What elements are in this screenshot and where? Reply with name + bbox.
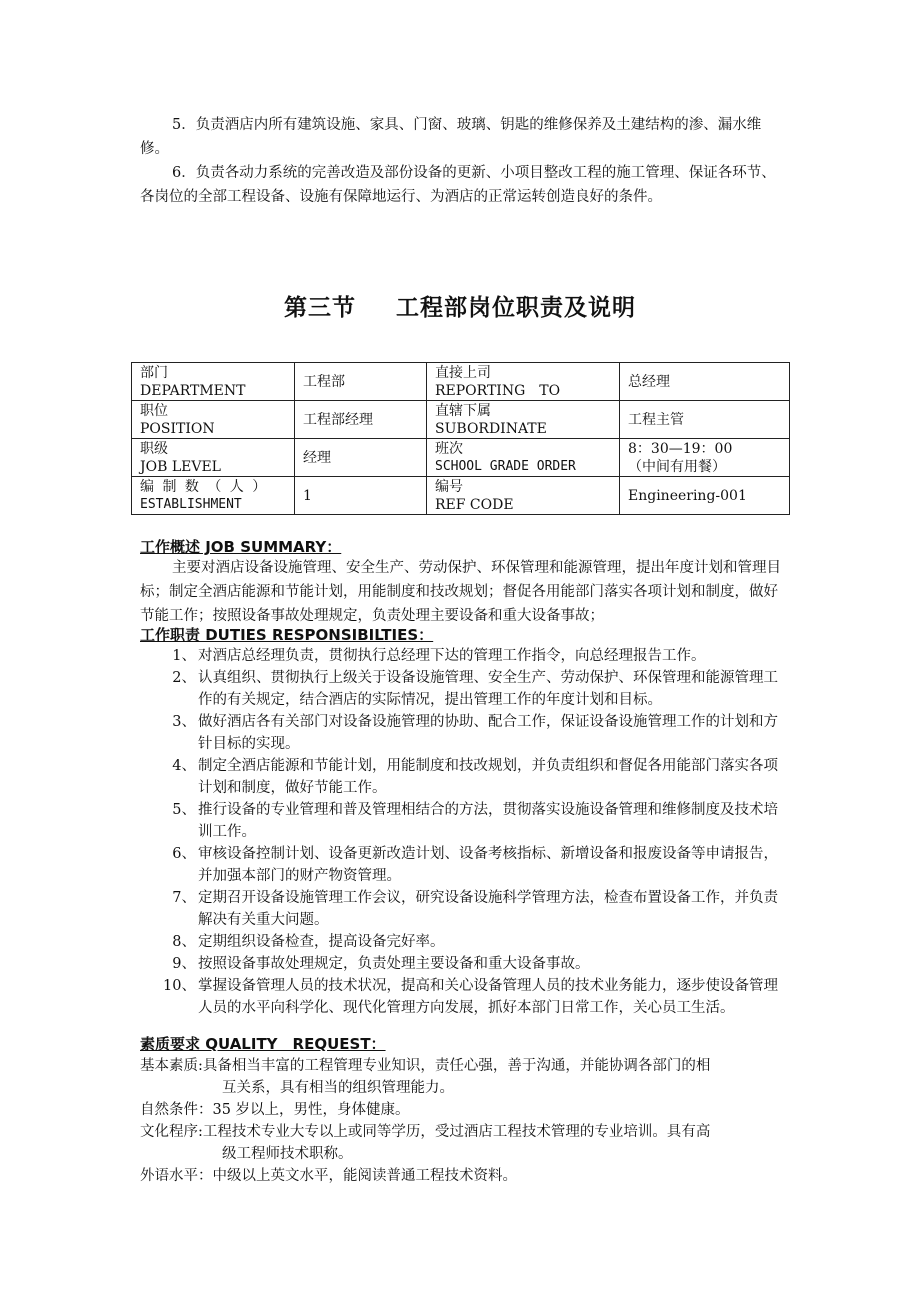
table-row [132,477,790,515]
quality-section [140,1055,785,1187]
department-label: 部门 DEPARTMENT [132,363,295,401]
section-title-text: 工程部岗位职责及说明 [396,295,636,321]
section-title-number: 第三节 [284,295,356,321]
job-summary-text: 主要对酒店设备设施管理、安全生产、劳动保护、环保管理和能源管理，提出年度计划和管理目标；制定全酒店能源和节能计划，用能制度和技改规划；督促各用能部门落实各项计划和制度，做好节能工作；按照设备事故处理规定，负责处理主要设备和重大设备事故； [140,560,781,624]
job-level-label: 职级 JOB LEVEL [132,439,295,477]
list-item: 1、 对酒店总经理负责，贯彻执行总经理下达的管理工作指令，向总经理报告工作。 [172,648,706,664]
establishment-label: 编 制 数 （ 人 ） ESTABLISHMENT [132,477,295,515]
list-item: 7、 定期召开设备设施管理工作会议，研究设备设施科学管理方法，检查布置设备工作，并负责解决有关重大问题。 [172,890,778,928]
establishment-value: 1 [295,477,427,515]
duties-heading: 工作职责 DUTIES RESPONSIBILTIES： [140,626,434,644]
list-item: 6、 审核设备控制计划、设备更新改造计划、设备考核指标、新增设备和报废设备等申请报告，并加强本部门的财产物资管理。 [172,846,778,884]
list-item: 4、 制定全酒店能源和节能计划，用能制度和技改规划，并负责组织和督促各用能部门落实各项计划和制度，做好节能工作。 [172,758,778,796]
list-item: 8、 定期组织设备检查，提高设备完好率。 [172,934,445,950]
position-value: 工程部经理 [295,401,427,439]
education-cont: 级工程师技术职称。 [222,1146,353,1162]
table-row [132,439,790,477]
table-row [132,363,790,401]
section-title [0,289,920,322]
job-level-value: 经理 [295,439,427,477]
education: 文化程序: 工程技术专业大专以上或同等学历，受过酒店工程技术管理的专业培训。具有高 [140,1124,711,1140]
intro-item-5: 5．负责酒店内所有建筑设施、家具、门窗、玻璃、钥匙的维修保养及土建结构的渗、漏水维修。 [140,117,762,157]
subordinate-label: 直辖下属 SUBORDINATE [427,401,620,439]
table-row [132,401,790,439]
ref-code-value: Engineering-001 [620,477,790,515]
shift-value: 8：30—19：00 （中间有用餐） [620,439,790,477]
reporting-label: 直接上司 REPORTING TO [427,363,620,401]
job-summary-heading: 工作概述 JOB SUMMARY： [140,538,342,556]
quality-heading: 素质要求 QUALITY REQUEST： [140,1035,386,1053]
list-item: 3、 做好酒店各有关部门对设备设施管理的协助、配合工作，保证设备设施管理工作的计划和方针目标的实现。 [172,714,778,752]
position-label: 职位 POSITION [132,401,295,439]
list-item: 9、 按照设备事故处理规定，负责处理主要设备和重大设备事故。 [172,956,590,972]
basic-quality-cont: 互关系，具有相当的组织管理能力。 [222,1080,454,1096]
list-item: 5、 推行设备的专业管理和普及管理相结合的方法，贯彻落实设施设备管理和维修制度及技术培训工作。 [172,802,778,840]
department-value: 工程部 [295,363,427,401]
shift-label: 班次 SCHOOL GRADE ORDER [427,439,620,477]
list-item: 10、 掌握设备管理人员的技术状况，提高和关心设备管理人员的技术业务能力，逐步使设备管理人员的水平向科学化、现代化管理方向发展，抓好本部门日常工作，关心员工生活。 [163,978,778,1016]
list-item: 2、 认真组织、贯彻执行上级关于设备设施管理、安全生产、劳动保护、环保管理和能源管理工作的有关规定，结合酒店的实际情况，提出管理工作的年度计划和目标。 [172,670,778,708]
job-info-table [131,362,790,515]
subordinate-value: 工程主管 [620,401,790,439]
language-level: 外语水平： 中级以上英文水平，能阅读普通工程技术资料。 [140,1168,517,1184]
ref-code-label: 编号 REF CODE [427,477,620,515]
reporting-value: 总经理 [620,363,790,401]
intro-item-6: 6．负责各动力系统的完善改造及部份设备的更新、小项目整改工程的施工管理、保证各环节、各岗位的全部工程设备、设施有保障地运行、为酒店的正常运转创造良好的条件。 [140,165,776,205]
duties-list [140,645,785,1019]
basic-quality: 基本素质: 具备相当丰富的工程管理专业知识，责任心强，善于沟通，并能协调各部门的相 [140,1058,711,1074]
natural-conditions: 自然条件： 35 岁以上，男性，身体健康。 [140,1102,410,1118]
